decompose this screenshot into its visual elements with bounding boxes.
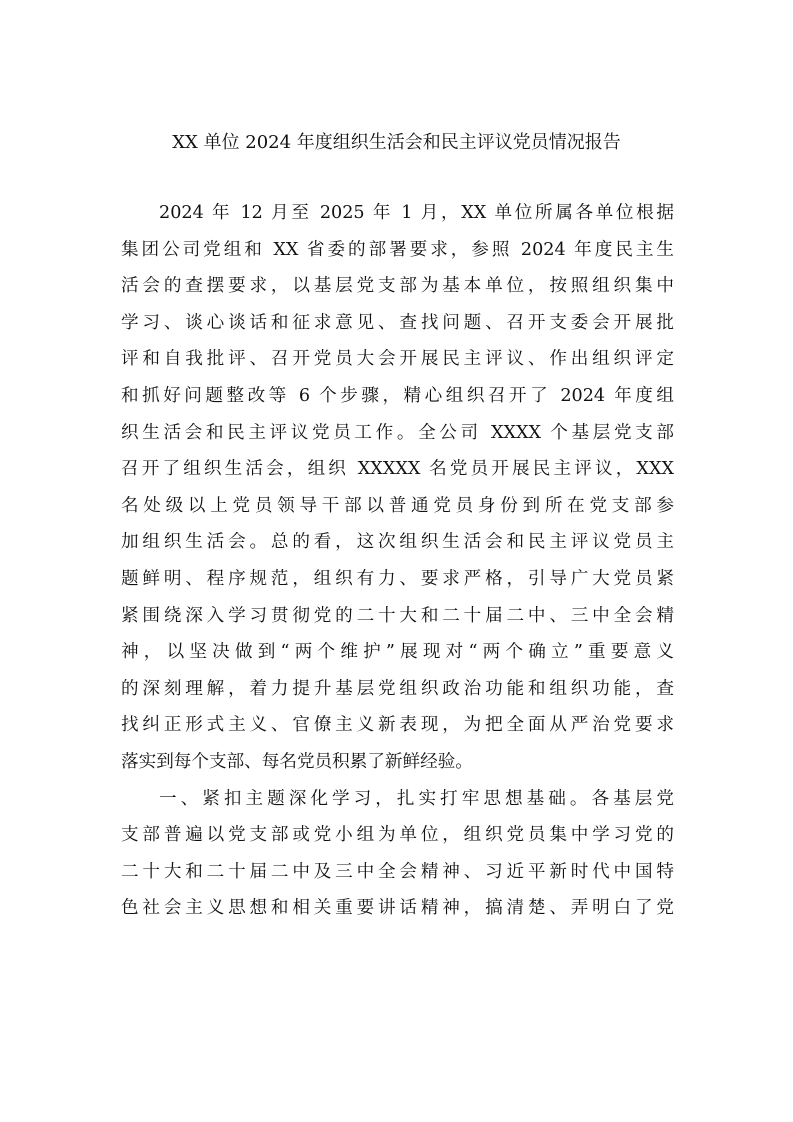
paragraph-1-line-11: 题鲜明、程序规范，组织有力、要求严格，引导广大党员紧 bbox=[121, 568, 674, 589]
paragraph-1-line-10: 加组织生活会。总的看，这次组织生活会和民主评议党员主 bbox=[121, 532, 674, 553]
paragraph-1-line-15: 找纠正形式主义、官僚主义新表现，为把全面从严治党要求 bbox=[121, 715, 674, 736]
paragraph-2-line-1: 一、紧扣主题深化学习，扎实打牢思想基础。各基层党 bbox=[159, 788, 674, 809]
paragraph-1-line-5: 评和自我批评、召开党员大会开展民主评议、作出组织评定 bbox=[121, 349, 674, 370]
paragraph-1-line-13: 神，以坚决做到“两个维护”展现对“两个确立”重要意义 bbox=[121, 642, 674, 663]
paragraph-1-line-7: 织生活会和民主评议党员工作。全公司 XXXX 个基层党支部 bbox=[121, 422, 674, 443]
paragraph-1-line-9: 名处级以上党员领导干部以普通党员身份到所在党支部参 bbox=[121, 495, 674, 516]
paragraph-1-line-6: 和抓好问题整改等 6 个步骤，精心组织召开了 2024 年度组 bbox=[121, 385, 674, 406]
document-title: XX 单位 2024 年度组织生活会和民主评议党员情况报告 bbox=[172, 132, 621, 153]
paragraph-1-line-12: 紧围绕深入学习贯彻党的二十大和二十届二中、三中全会精 bbox=[121, 605, 674, 626]
paragraph-2-line-3: 二十大和二十届二中及三中全会精神、习近平新时代中国特 bbox=[121, 861, 674, 882]
paragraph-1-line-14: 的深刻理解，着力提升基层党组织政治功能和组织功能，查 bbox=[121, 678, 674, 699]
paragraph-1-line-1: 2024 年 12 月至 2025 年 1 月，XX 单位所属各单位根据 bbox=[159, 203, 674, 223]
paragraph-2-line-2: 支部普遍以党支部或党小组为单位，组织党员集中学习党的 bbox=[121, 825, 674, 846]
paragraph-1-line-2: 集团公司党组和 XX 省委的部署要求，参照 2024 年度民主生 bbox=[121, 239, 674, 260]
paragraph-2-line-4: 色社会主义思想和相关重要讲话精神，搞清楚、弄明白了党 bbox=[121, 898, 674, 919]
paragraph-1-line-3: 活会的查摆要求，以基层党支部为基本单位，按照组织集中 bbox=[121, 276, 674, 297]
paragraph-1-line-4: 学习、谈心谈话和征求意见、查找问题、召开支委会开展批 bbox=[121, 312, 674, 333]
document-body bbox=[121, 195, 674, 927]
paragraph-1-line-8: 召开了组织生活会，组织 XXXXX 名党员开展民主评议，XXX bbox=[121, 459, 674, 480]
paragraph-1-line-16: 落实到每个支部、每名党员积累了新鲜经验。 bbox=[121, 751, 473, 772]
